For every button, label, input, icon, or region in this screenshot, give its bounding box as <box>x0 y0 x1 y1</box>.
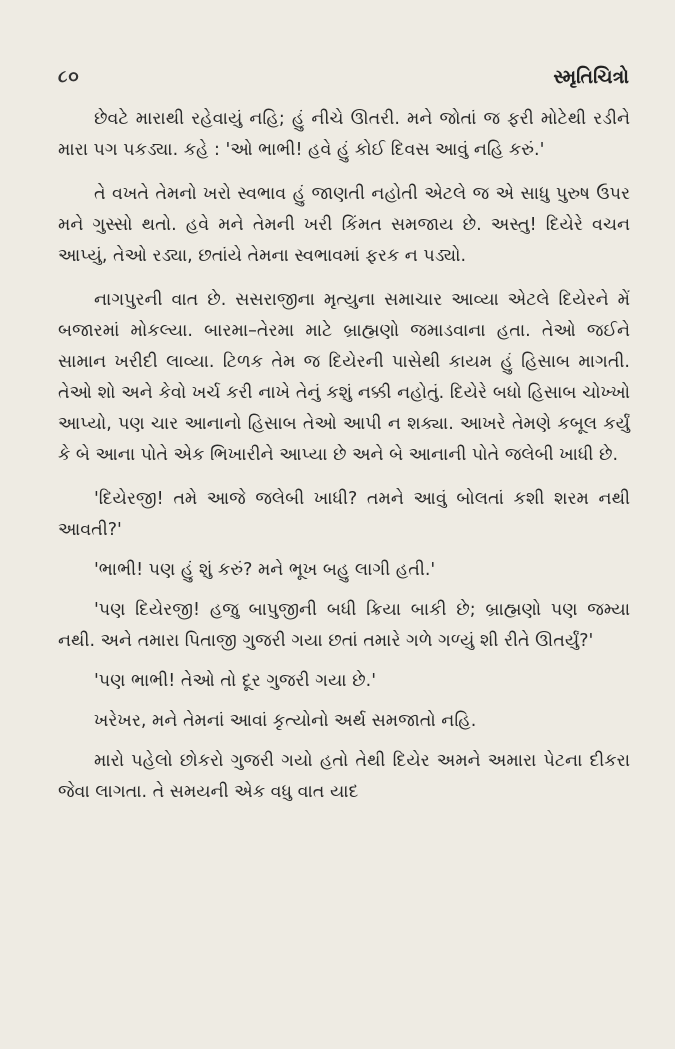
running-title: સ્મૃતિચિત્રો <box>553 66 629 88</box>
paragraph: નાગપુરની વાત છે. સસરાજીના મૃત્યુના સમાચાર આવ્યા એટલે દિયેરને મેં બજારમાં મોકલ્યા. બારમા–તેરમા માટે બ્રાહ્મણો જમાડવાના હતા. તેઓ જઈને સામાન ખરીદી લાવ્યા. ટિળક તેમ જ દિયેરની પાસેથી કાયમ હું હિસાબ માગતી. તેઓ શો અને કેવો ખર્ચ કરી નાખે તેનું કશું નક્કી નહોતું. દિયેરે બધો હિસાબ ચોખ્ખો આપ્યો, પણ ચાર આનાનો હિસાબ તેઓ આપી ન શક્યા. આખરે તેમણે કબૂલ કર્યું કે બે આના પોતે એક ભિખારીને આપ્યા છે અને બે આનાની પોતે જલેબી ખાધી છે. <box>58 290 630 465</box>
paragraph: મારો પહેલો છોકરો ગુજરી ગયો હતો તેથી દિયેર અમને અમારા પેટના દીકરા જેવા લાગતા. તે સમયની એક વધુ વાત યાદ <box>58 751 630 802</box>
paragraph: 'પણ દિયેરજી! હજુ બાપુજીની બધી ક્રિયા બાકી છે; બ્રાહ્મણો પણ જમ્યા નથી. અને તમારા પિતાજી ગુજરી ગયા છતાં તમારે ગળે ગળ્યું શી રીતે ઊતર્યું?' <box>58 600 630 651</box>
page-header <box>58 62 629 92</box>
paragraph: 'ભાભી! પણ હું શું કરું? મને ભૂખ બહુ લાગી હતી.' <box>94 560 436 580</box>
paragraph: છેવટે મારાથી રહેવાયું નહિ; હું નીચે ઊતરી. મને જોતાં જ ફરી મોટેથી રડીને મારા પગ પકડ્યા. કહે : 'ઓ ભાભી! હવે હું કોઈ દિવસ આવું નહિ કરું.' <box>58 109 630 160</box>
paragraph: 'દિયેરજી! તમે આજે જલેબી ખાધી? તમને આવું બોલતાં કશી શરમ નથી આવતી?' <box>58 489 630 540</box>
paragraph: તે વખતે તેમનો ખરો સ્વભાવ હું જાણતી નહોતી એટલે જ એ સાધુ પુરુષ ઉપર મને ગુસ્સો થતો. હવે મને તેમની ખરી કિંમત સમજાય છે. અસ્તુ! દિયેરે વચન આપ્યું, તેઓ રડ્યા, છતાંયે તેમના સ્વભાવમાં ફરક ન પડ્યો. <box>58 184 630 266</box>
body-text <box>58 104 630 821</box>
page-number: ૮૦ <box>58 67 80 87</box>
paragraph: 'પણ ભાભી! તેઓ તો દૂર ગુજરી ગયા છે.' <box>94 671 377 691</box>
paragraph: ખરેખર, મને તેમનાં આવાં કૃત્યોનો અર્થ સમજાતો નહિ. <box>94 711 477 731</box>
